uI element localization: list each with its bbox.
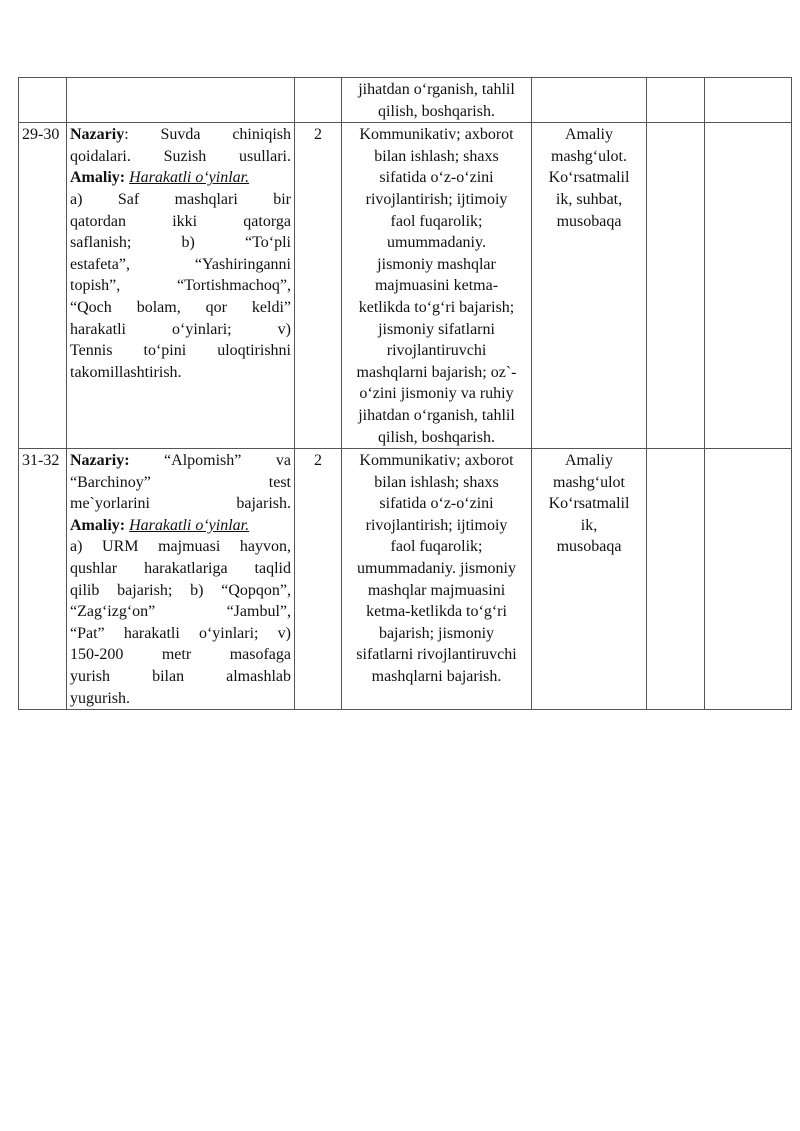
competency-line: Kommunikativ; axborot [359, 452, 514, 470]
competency-line: mashqlarni bajarish; oz`- [356, 363, 517, 381]
topic-line: Tennis to‘pini uloqtirishni [70, 342, 291, 360]
topic-line: a) Saf mashqlari bir [70, 190, 291, 208]
competency-line: bilan ishlash; shaxs [374, 473, 499, 491]
nazariy-label: Nazariy [70, 126, 125, 144]
competency-line: umummadaniy. [387, 234, 486, 252]
lesson-number-cell: 29-30 [19, 123, 67, 449]
competency-line: rivojlantirish; ijtimoiy [365, 516, 508, 534]
topic-line: estafeta”, “Yashiringanni [70, 255, 291, 273]
competency-cell [342, 78, 532, 123]
competency-line: qilish, boshqarish. [378, 102, 495, 120]
competency-line: jismoniy sifatlarni [378, 320, 495, 338]
empty-cell [647, 449, 705, 710]
competency-line: ketlikda to‘g‘ri bajarish; [358, 298, 515, 316]
method-line: Ko‘rsatmalil [548, 495, 630, 513]
competency-line: mashqlarni bajarish. [371, 668, 502, 686]
method-line: mashg‘ulot [553, 473, 625, 491]
topic-line: yurish bilan almashlab [70, 668, 291, 686]
topic-line: 150-200 metr masofaga [70, 646, 291, 664]
nazariy-text: “Alpomish” va [129, 452, 291, 470]
topic-cell [67, 78, 295, 123]
competency-cell [342, 123, 532, 449]
amaliy-topic-link: Harakatli o‘yinlar. [129, 516, 250, 534]
topic-line: yugurish. [70, 689, 130, 707]
nazariy-text: Suvda chiniqish [128, 126, 291, 144]
topic-line: “Zag‘izg‘on” “Jambul”, [70, 603, 291, 621]
method-line: musobaqa [556, 212, 622, 230]
nazariy-separator: : [124, 126, 129, 144]
topic-line: takomillashtirish. [70, 363, 182, 381]
topic-line [70, 515, 291, 537]
empty-cell [647, 78, 705, 123]
competency-line: Kommunikativ; axborot [359, 126, 514, 144]
competency-line: faol fuqarolik; [390, 538, 483, 556]
competency-line: jihatdan o‘rganish, tahlil [358, 406, 515, 424]
topic-line: harakatli o‘yinlari; v) [70, 320, 291, 338]
topic-cell [67, 123, 295, 449]
empty-cell [705, 449, 792, 710]
topic-line: qoidalari. Suzish usullari. [70, 147, 291, 165]
nazariy-label: Nazariy: [70, 452, 130, 470]
table-row [19, 123, 792, 449]
amaliy-topic-link: Harakatli o‘yinlar. [129, 169, 250, 187]
empty-cell [705, 78, 792, 123]
amaliy-label: Amaliy: [70, 169, 126, 187]
lesson-plan-table [18, 77, 792, 710]
competency-line: ketma-ketlikda to‘g‘ri [366, 603, 507, 621]
topic-line [70, 167, 291, 189]
competency-line: faol fuqarolik; [390, 212, 483, 230]
hours-cell: 2 [295, 123, 342, 449]
competency-line: bajarish; jismoniy [378, 624, 495, 642]
topic-line [70, 124, 291, 146]
competency-line: rivojlantirish; ijtimoiy [365, 190, 508, 208]
competency-line: bilan ishlash; shaxs [374, 147, 499, 165]
method-cell [532, 78, 647, 123]
topic-line: topish”, “Tortishmachoq”, [70, 277, 291, 295]
method-line: ik, [580, 516, 598, 534]
method-line: musobaqa [556, 538, 622, 556]
empty-cell [647, 123, 705, 449]
method-line: ik, suhbat, [555, 190, 623, 208]
topic-line: qilib bajarish; b) “Qopqon”, [70, 581, 291, 599]
method-cell [532, 123, 647, 449]
competency-line: sifatida o‘z-o‘zini [379, 169, 494, 187]
competency-line: qilish, boshqarish. [378, 428, 495, 446]
topic-line: qatordan ikki qatorga [70, 212, 291, 230]
competency-cell [342, 449, 532, 710]
topic-line: “Pat” harakatli o‘yinlari; v) [70, 624, 291, 642]
hours-cell [295, 78, 342, 123]
table-row [19, 78, 792, 123]
competency-line: jihatdan o‘rganish, tahlil [358, 81, 515, 98]
competency-line: mashqlar majmuasini [367, 581, 506, 599]
topic-line: qushlar harakatlariga taqlid [70, 560, 291, 578]
competency-line: rivojlantiruvchi [386, 342, 487, 360]
topic-cell [67, 449, 295, 710]
method-line: Amaliy [565, 126, 613, 144]
method-line: mashg‘ulot. [551, 147, 627, 165]
topic-line: “Qoch bolam, qor keldi” [70, 298, 291, 316]
amaliy-label: Amaliy: [70, 516, 126, 534]
competency-line: sifatida o‘z-o‘zini [379, 495, 494, 513]
topic-line: me`yorlarini bajarish. [70, 495, 291, 513]
hours-cell: 2 [295, 449, 342, 710]
competency-line: majmuasini ketma- [374, 277, 499, 295]
lesson-number-cell: 31-32 [19, 449, 67, 710]
table-row [19, 449, 792, 710]
competency-line: o‘zini jismoniy va ruhiy [359, 385, 514, 403]
method-line: Ko‘rsatmalil [548, 169, 630, 187]
competency-line: jismoniy mashqlar [377, 255, 496, 273]
lesson-number-cell [19, 78, 67, 123]
topic-line: saflanish; b) “To‘pli [70, 234, 291, 252]
competency-line: umummadaniy. jismoniy [357, 560, 516, 578]
method-line: Amaliy [565, 452, 613, 470]
competency-line: sifatlarni rivojlantiruvchi [356, 646, 517, 664]
method-cell [532, 449, 647, 710]
topic-line: “Barchinoy” test [70, 473, 291, 491]
topic-line [70, 450, 291, 472]
empty-cell [705, 123, 792, 449]
topic-line: a) URM majmuasi hayvon, [70, 538, 291, 556]
